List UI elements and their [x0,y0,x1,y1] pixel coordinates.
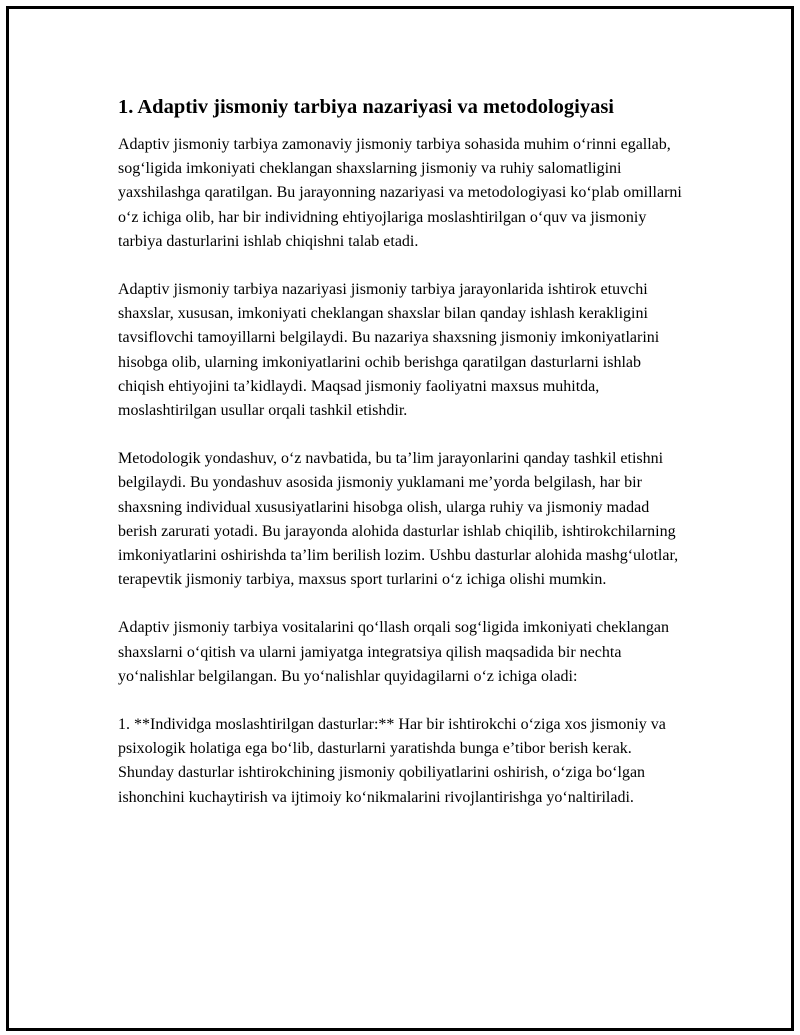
paragraph-methodology: Metodologik yondashuv, o‘z navbatida, bu ta’lim jarayonlarini qanday tashkil etishni belgilaydi. Bu yondashuv asosida jismoniy yuklamani me’yorda belgilash, har bir shaxsning individual xususiyatlarini hisobga olish, ularga ruhiy va jismoniy madad berish zarurati yotadi. Bu jarayonda alohida dasturlar ishlab chiqilib, ishtirokchilarning imkoniyatlarini oshirishda ta’lim berilish lozim. Ushbu dasturlar alohida mashg‘ulotlar, terapevtik jismoniy tarbiya, maxsus sport turlarini o‘z ichiga olishi mumkin. [118,450,679,589]
section-heading: 1. Adaptiv jismoniy tarbiya nazariyasi va metodologiyasi [118,96,615,118]
paragraph-directions: Adaptiv jismoniy tarbiya vositalarini qo‘llash orqali sog‘ligida imkoniyati cheklangan shaxslarni o‘qitish va ularni jamiyatga integratsiya qilish maqsadida bir nechta yo‘nalishlar belgilangan. Bu yo‘nalishlar quyidagilarni o‘z ichiga oladi: [118,619,669,685]
paragraph-theory: Adaptiv jismoniy tarbiya nazariyasi jismoniy tarbiya jarayonlarida ishtirok etuvchi shaxslar, xususan, imkoniyati cheklangan shaxslar bilan qanday ishlash kerakligini tavsiflovchi tamoyillarni belgilaydi. Bu nazariya shaxsning jismoniy imkoniyatlarini hisobga olib, ularning imkoniyatlarini ochib berishga qaratilgan dasturlarni ishlab chiqish ehtiyojini ta’kidlaydi. Maqsad jismoniy faoliyatni maxsus muhitda, moslashtirilgan usullar orqali tashkil etishdir. [118,281,660,420]
paragraph-list-item-1: 1. **Individga moslashtirilgan dasturlar:** Har bir ishtirokchi o‘ziga xos jismoniy va psixologik holatiga ega bo‘lib, dasturlarni yaratishda bunga e’tibor berish kerak. Shunday dasturlar ishtirokchining jismoniy qobiliyatlarini oshirish, o‘ziga bo‘lgan ishonchini kuchaytirish va ijtimoiy ko‘nikmalarini rivojlantirishga yo‘naltiriladi. [118,716,666,806]
document-body [118,94,690,834]
paragraph-intro: Adaptiv jismoniy tarbiya zamonaviy jismoniy tarbiya sohasida muhim o‘rinni egallab, sog‘ligida imkoniyati cheklangan shaxslarning jismoniy va ruhiy salomatligini yaxshilashga qaratilgan. Bu jarayonning nazariyasi va metodologiyasi ko‘plab omillarni o‘z ichiga olib, har bir individning ehtiyojlariga moslashtirilgan o‘quv va jismoniy tarbiya dasturlarini ishlab chiqishni talab etadi. [118,136,682,250]
